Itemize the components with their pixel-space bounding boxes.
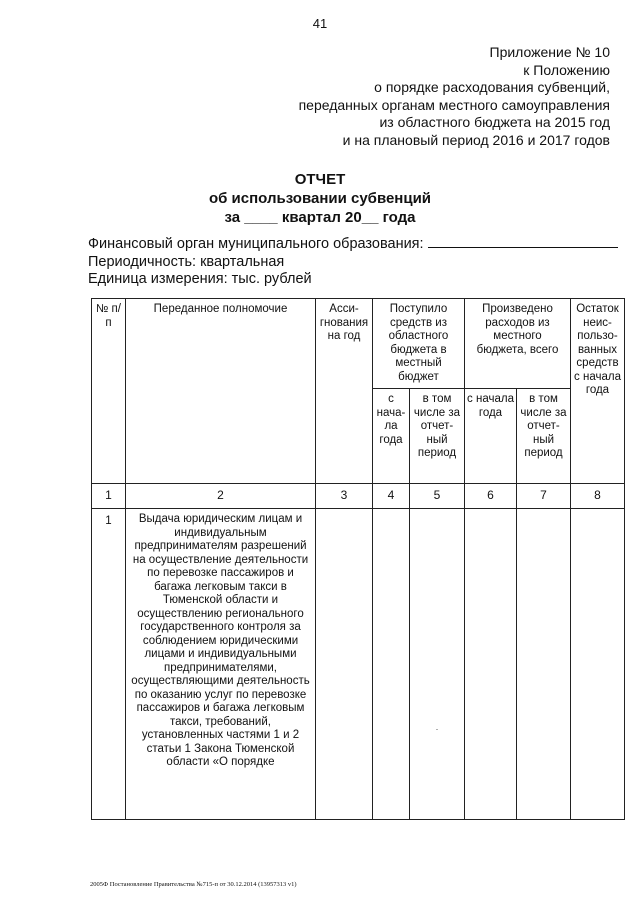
- column-number-row: [92, 484, 625, 509]
- title-line: ОТЧЕТ: [294, 171, 346, 188]
- fin-org-blank-field[interactable]: [428, 235, 618, 248]
- subheader-received-from-start: с нача-ла года: [373, 389, 410, 484]
- column-number: 6: [465, 484, 517, 509]
- header-remaining: Остаток неис-пользо-ванных средств с начала года: [571, 299, 625, 484]
- cell-remaining[interactable]: [571, 509, 625, 820]
- fin-org-line: [88, 235, 618, 254]
- row-num: 1: [92, 509, 126, 820]
- column-number: 1: [92, 484, 126, 509]
- row-power-text: Выдача юридическим лицам и индивидуальным предпринимателям разрешений на осуществление деятельности по перевозке пассажиров и багажа легковым такси в Тюменской области и осуществлению регионального государственного контроля за соблюдением юридическими лицами и индивидуальными предпринимателями, осуществляющими деятельность по оказанию услуг по перевозке пассажиров и багажа легковым такси, требований, установленных частями 1 и 2 статьи 1 Закона Тюменской области «О порядке: [126, 509, 316, 820]
- cell-spent-period[interactable]: [517, 509, 571, 820]
- subheader-spent-from-start: с начала года: [465, 389, 517, 484]
- footer-note: 2005Ф Постановление Правительства №715-п от 30.12.2014 (13957313 v1): [90, 881, 297, 888]
- appendix-line: к Положению: [523, 61, 610, 78]
- column-number: 4: [373, 484, 410, 509]
- table-row: [92, 509, 625, 820]
- cell-assignments[interactable]: [316, 509, 373, 820]
- report-meta: [88, 235, 618, 289]
- column-number: 7: [517, 484, 571, 509]
- subheader-spent-period: в том числе за отчет-ный период: [517, 389, 571, 484]
- appendix-line: Приложение № 10: [489, 44, 610, 60]
- speck-mark: ·: [435, 724, 439, 734]
- header-assignments: Асси-гнования на год: [316, 299, 373, 484]
- header-spent: Произведено расходов из местного бюджета, всего: [465, 299, 571, 389]
- fin-org-label: Финансовый орган муниципального образования:: [88, 236, 424, 252]
- appendix-reference: [299, 44, 610, 149]
- report-table: [91, 298, 625, 820]
- column-number: 5: [410, 484, 465, 509]
- header-received: Поступило средств из областного бюджета в местный бюджет: [373, 299, 465, 389]
- cell-received-period[interactable]: [410, 509, 465, 820]
- cell-spent-from-start[interactable]: [465, 509, 517, 820]
- page-number: 41: [312, 16, 328, 31]
- title-line: об использовании субвенций: [208, 190, 432, 207]
- appendix-line: из областного бюджета на 2015 год: [379, 114, 610, 130]
- subheader-received-period: в том числе за отчет-ный период: [410, 389, 465, 484]
- appendix-line: и на плановый период 2016 и 2017 годов: [342, 131, 610, 148]
- column-number: 8: [571, 484, 625, 509]
- appendix-line: переданных органам местного самоуправления: [298, 96, 610, 113]
- title-line: за ____ квартал 20__ года: [224, 209, 416, 226]
- periodicity: Периодичность: квартальная: [88, 253, 285, 270]
- unit-of-measure: Единица измерения: тыс. рублей: [88, 271, 312, 287]
- column-number: 2: [126, 484, 316, 509]
- header-num: № п/п: [92, 299, 126, 484]
- column-number: 3: [316, 484, 373, 509]
- report-title: [0, 170, 640, 227]
- cell-received-from-start[interactable]: [373, 509, 410, 820]
- appendix-line: о порядке расходования субвенций,: [374, 79, 610, 95]
- header-power: Переданное полномочие: [126, 299, 316, 484]
